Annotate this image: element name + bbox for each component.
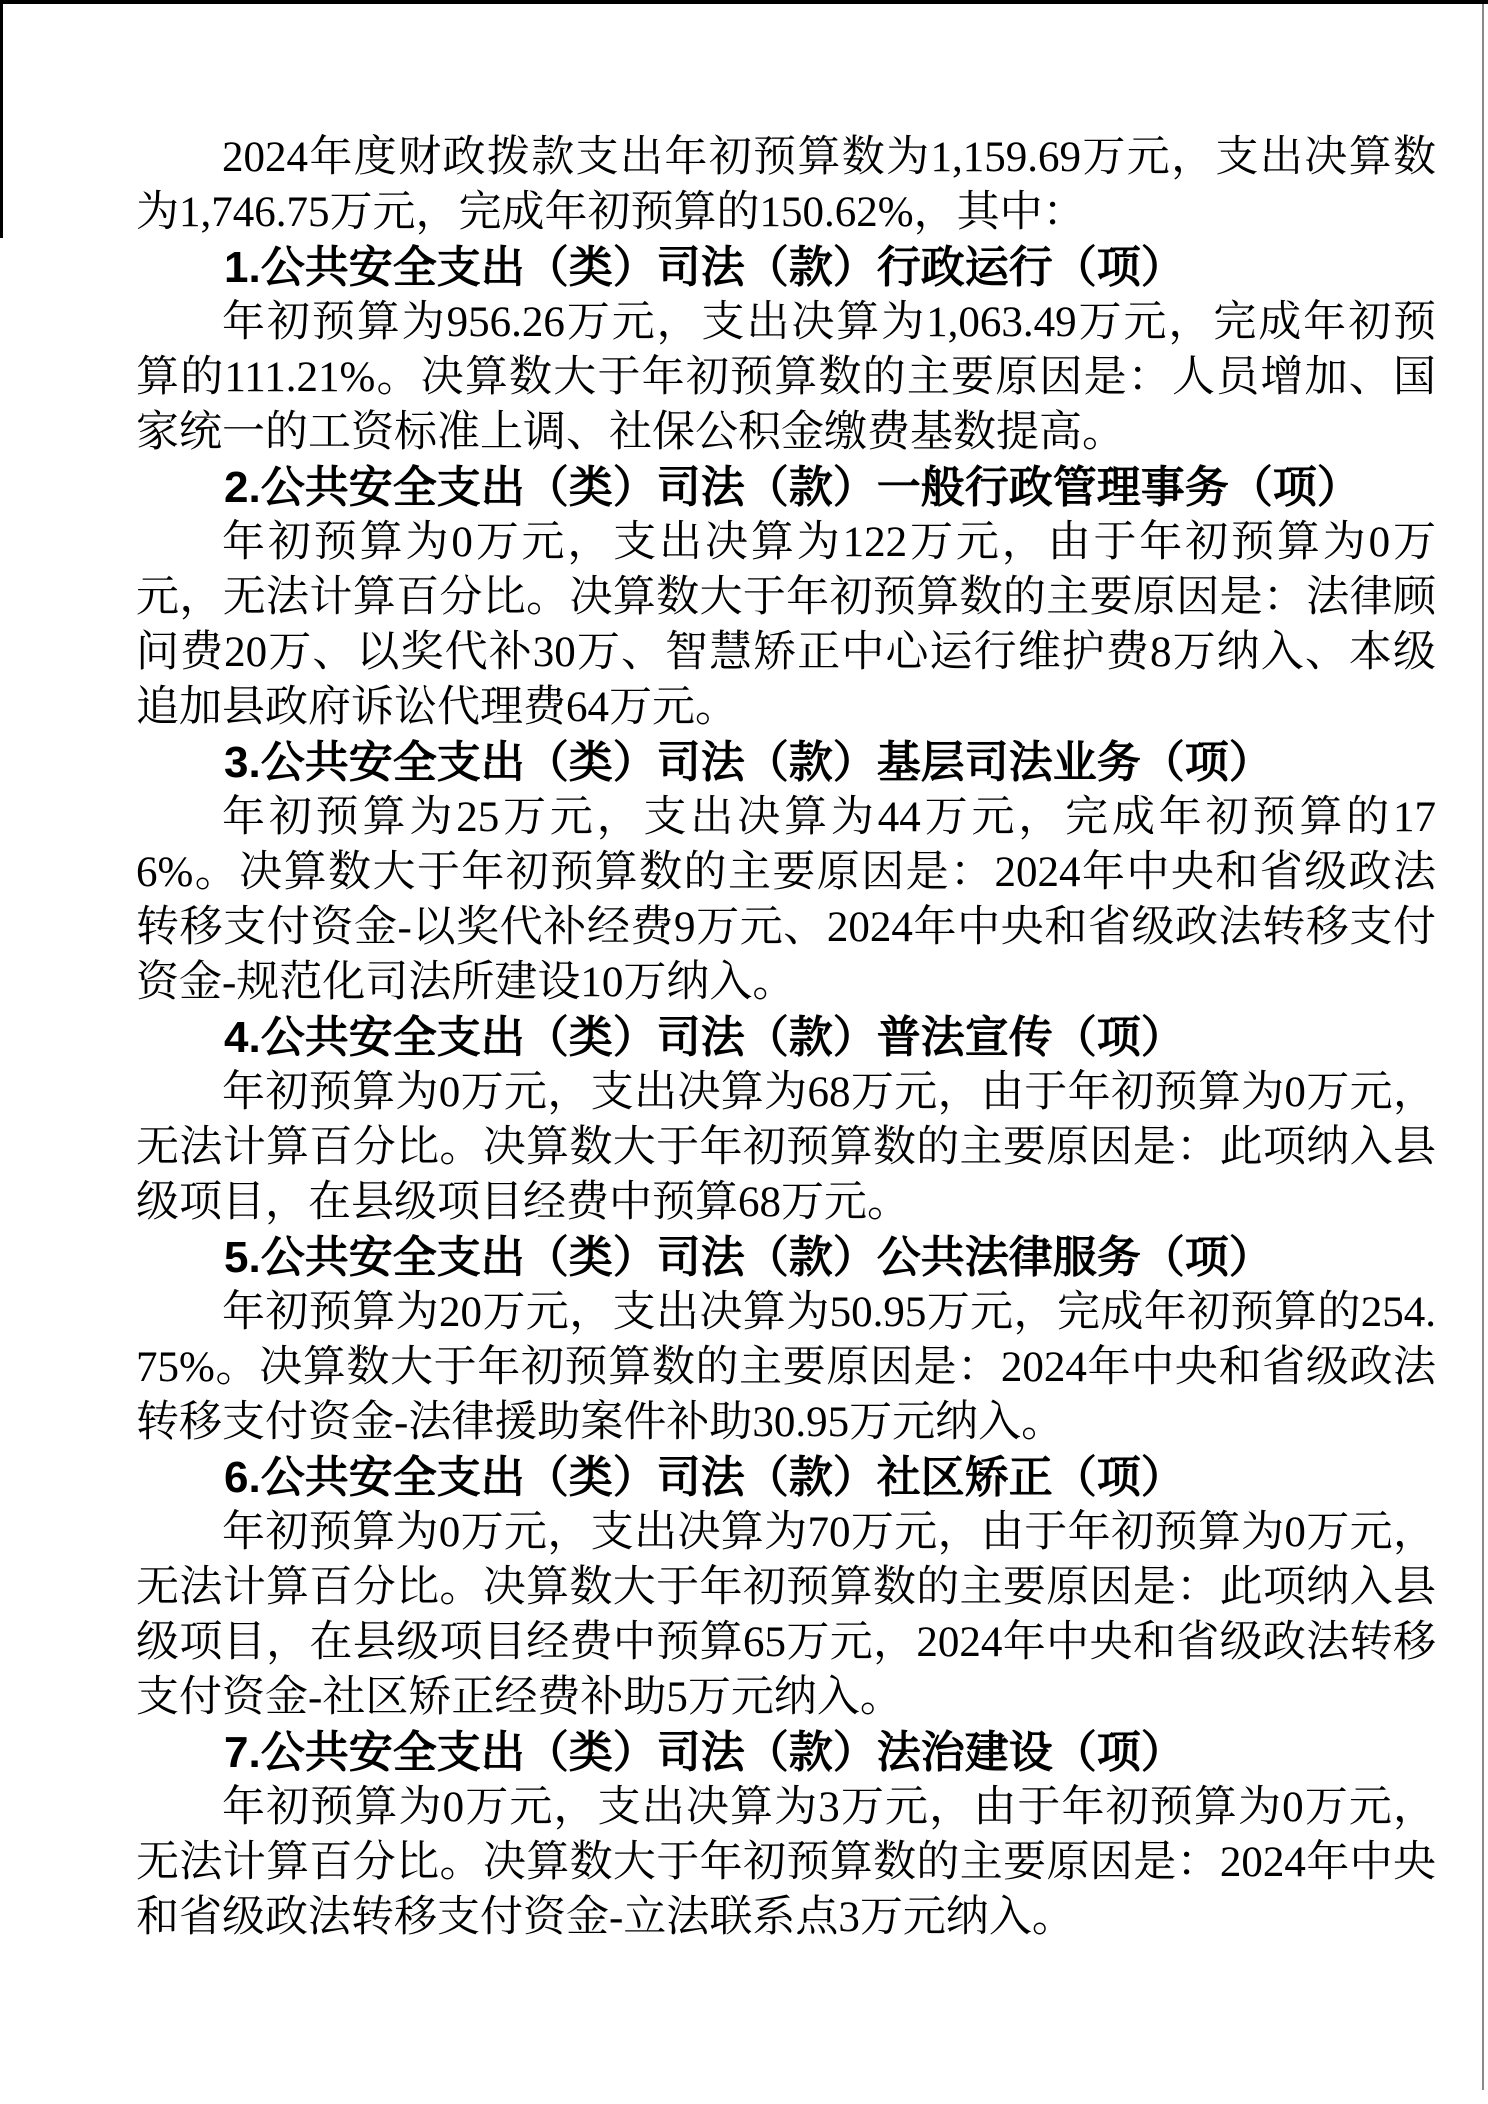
document-content xyxy=(0,130,1488,1945)
section-7-body: 年初预算为0万元，支出决算为3万元，由于年初预算为0万元，无法计算百分比。决算数大于年初预算数的主要原因是：2024年中央和省级政法转移支付资金-立法联系点3万元纳入。 xyxy=(136,1784,1436,1941)
section-3-body: 年初预算为25万元，支出决算为44万元，完成年初预算的176%。决算数大于年初预算数的主要原因是：2024年中央和省级政法转移支付资金-以奖代补经费9万元、2024年中央和省级政法转移支付资金-规范化司法所建设10万纳入。 xyxy=(136,794,1436,1006)
section-3-heading: 3.公共安全支出（类）司法（款）基层司法业务（项） xyxy=(224,738,1273,787)
section-2-body: 年初预算为0万元，支出决算为122万元，由于年初预算为0万元，无法计算百分比。决算数大于年初预算数的主要原因是：法律顾问费20万、以奖代补30万、智慧矫正中心运行维护费8万纳入、本级追加县政府诉讼代理费64万元。 xyxy=(136,519,1436,731)
scan-edge-top xyxy=(0,0,1488,4)
intro-paragraph: 2024年度财政拨款支出年初预算数为1,159.69万元，支出决算数为1,746.75万元，完成年初预算的150.62%，其中： xyxy=(136,134,1436,236)
section-6-body: 年初预算为0万元，支出决算为70万元，由于年初预算为0万元，无法计算百分比。决算数大于年初预算数的主要原因是：此项纳入县级项目，在县级项目经费中预算65万元，2024年中央和省级政法转移支付资金-社区矫正经费补助5万元纳入。 xyxy=(136,1509,1436,1721)
section-4-body: 年初预算为0万元，支出决算为68万元，由于年初预算为0万元，无法计算百分比。决算数大于年初预算数的主要原因是：此项纳入县级项目，在县级项目经费中预算68万元。 xyxy=(136,1069,1436,1226)
section-5-body: 年初预算为20万元，支出决算为50.95万元，完成年初预算的254.75%。决算数大于年初预算数的主要原因是：2024年中央和省级政法转移支付资金-法律援助案件补助30.95万元纳入。 xyxy=(136,1289,1436,1446)
section-5-heading: 5.公共安全支出（类）司法（款）公共法律服务（项） xyxy=(224,1233,1273,1282)
section-6-heading: 6.公共安全支出（类）司法（款）社区矫正（项） xyxy=(224,1453,1185,1502)
section-1-body: 年初预算为956.26万元，支出决算为1,063.49万元，完成年初预算的111.21%。决算数大于年初预算数的主要原因是：人员增加、国家统一的工资标准上调、社保公积金缴费基数提高。 xyxy=(136,299,1436,456)
section-2-heading: 2.公共安全支出（类）司法（款）一般行政管理事务（项） xyxy=(224,463,1361,512)
section-7-heading: 7.公共安全支出（类）司法（款）法治建设（项） xyxy=(224,1728,1185,1777)
section-1-heading: 1.公共安全支出（类）司法（款）行政运行（项） xyxy=(224,243,1185,292)
section-4-heading: 4.公共安全支出（类）司法（款）普法宣传（项） xyxy=(224,1013,1185,1062)
